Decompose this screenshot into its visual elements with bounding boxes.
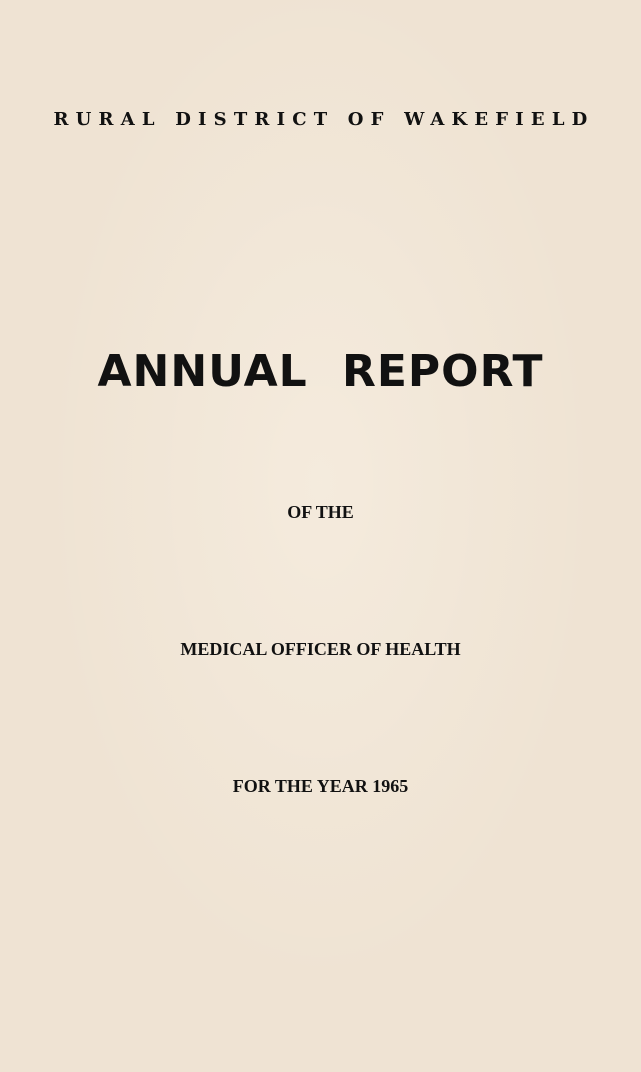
subtitle-of-the: OF THE <box>287 502 354 522</box>
report-year: FOR THE YEAR 1965 <box>232 776 409 796</box>
officer-title: MEDICAL OFFICER OF HEALTH <box>180 639 461 659</box>
district-heading: RURAL DISTRICT OF WAKEFIELD <box>53 109 595 130</box>
report-title: ANNUAL REPORT <box>97 346 544 397</box>
